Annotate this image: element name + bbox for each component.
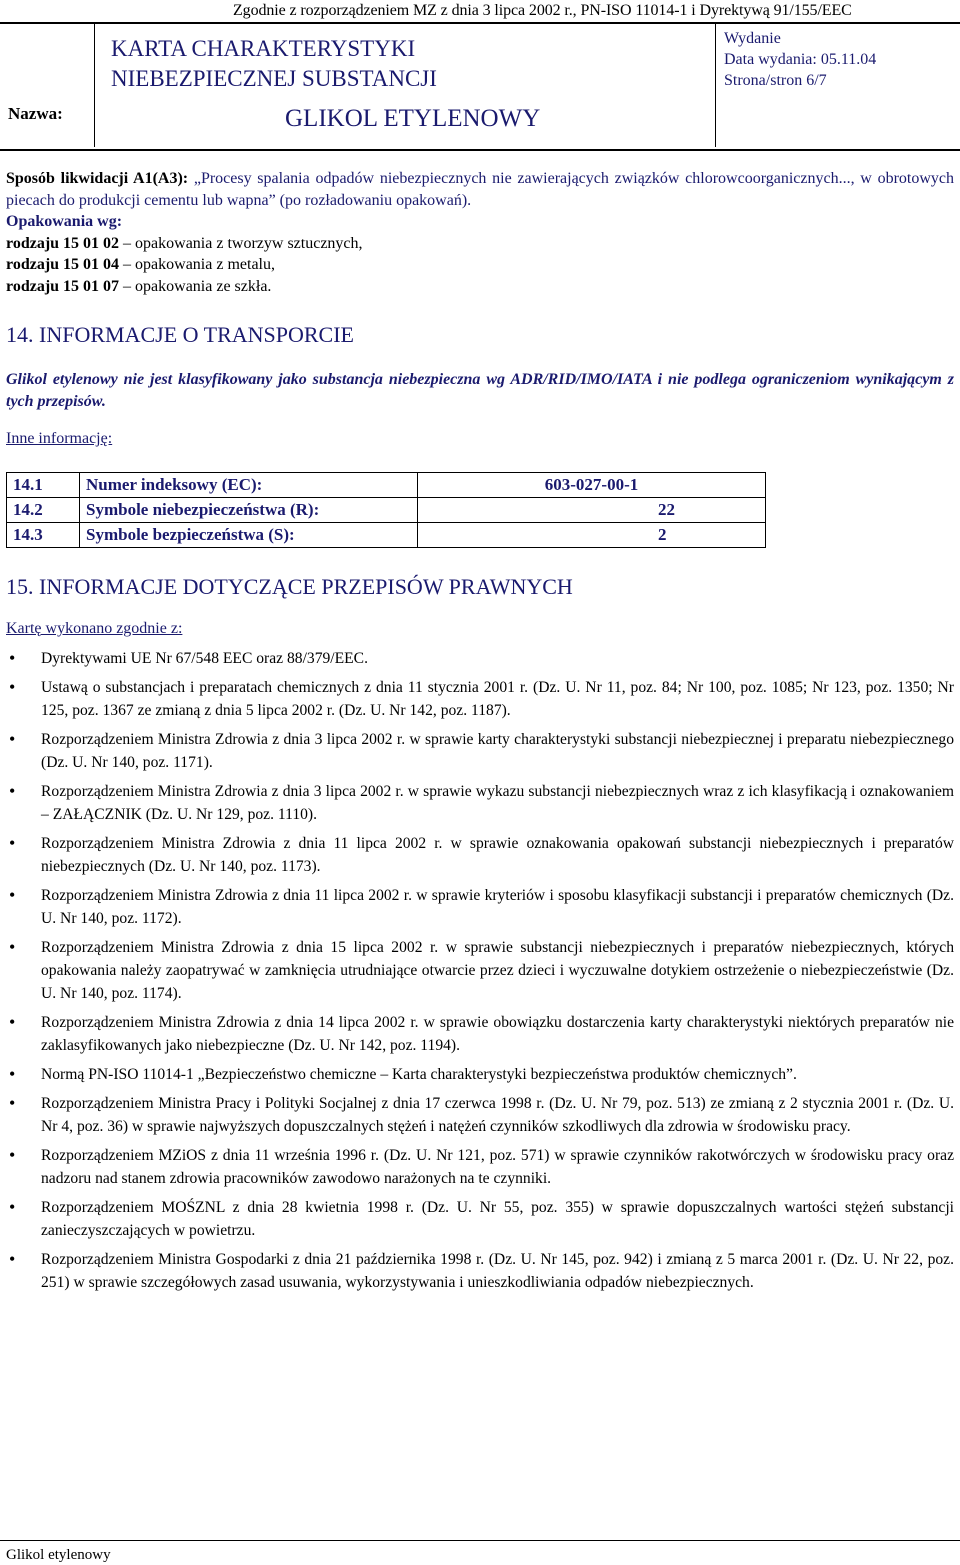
list-item: • Rozporządzeniem Ministra Zdrowia z dnia 3 lipca 2002 r. w sprawie wykazu substancji niebezpiecznych wraz z ich klasyfikacją i oznakowaniem – ZAŁĄCZNIK (Dz. U. Nr 129, poz. 1110). xyxy=(41,780,954,826)
packaging-item: rodzaju 15 01 07 – opakowania ze szkła. xyxy=(6,277,272,295)
list-item: • Rozporządzeniem MOŚZNL z dnia 28 kwietnia 1998 r. (Dz. U. Nr 55, poz. 355) w sprawie dopuszczalnych wartości stężeń substancji zanieczyszczających w powietrzu. xyxy=(41,1196,954,1242)
footer-product: Glikol etylenowy xyxy=(6,1547,111,1563)
edition-info xyxy=(724,24,876,91)
other-info-label: Inne informację: xyxy=(6,430,113,448)
document-header xyxy=(0,22,960,151)
list-item: • Rozporządzeniem Ministra Gospodarki z dnia 21 października 1998 r. (Dz. U. Nr 145, poz. 942) i zmianą z 5 marca 2001 r. (Dz. U. Nr 22, poz. 251) w sprawie szczegółowych zasad usuwania, wykorzystywania i unieszkodliwiania odpadów niebezpiecznych. xyxy=(41,1248,954,1294)
list-item: • Rozporządzeniem Ministra Zdrowia z dnia 11 lipca 2002 r. w sprawie kryteriów i sposobu klasyfikacji substancji i preparatów chemicznych (Dz. U. Nr 140, poz. 1172). xyxy=(41,884,954,930)
list-item: • Rozporządzeniem Ministra Zdrowia z dnia 11 lipca 2002 r. w sprawie oznakowania opakowań substancji niebezpiecznych i preparatów niebezpiecznych (Dz. U. Nr 140, poz. 1173). xyxy=(41,832,954,878)
list-item: • Dyrektywami UE Nr 67/548 EEC oraz 88/379/EEC. xyxy=(41,647,954,670)
table-row: 14.2 Symbole niebezpieczeństwa (R): 22 xyxy=(7,498,766,523)
packaging-title: Opakowania wg: xyxy=(6,213,123,231)
document-title xyxy=(111,34,437,94)
table-row: 14.3 Symbole bezpieczeństwa (S): 2 xyxy=(7,523,766,548)
regulation-line: Zgodnie z rozporządzeniem MZ z dnia 3 lipca 2002 r., PN-ISO 11014-1 i Dyrektywą 91/155/EEC xyxy=(233,2,852,19)
document-body xyxy=(6,168,954,1300)
disposal-text: „Procesy spalania odpadów niebezpiecznych nie zawierających związków chlorowcoorganicznych..., w obrotowych piecach do produkcji cementu lub wapna” (po rozładowaniu opakowań). xyxy=(6,170,954,209)
name-cell xyxy=(0,24,95,147)
list-item: • Rozporządzeniem Ministra Zdrowia z dnia 15 lipca 2002 r. w sprawie substancji niebezpiecznych i preparatów niebezpiecznych, których opakowania należy zaopatrywać w zamknięcia utrudniające otwarcie przez dzieci i wyczuwalne dotykiem ostrzeżenie o niebezpieczeństwie (Dz. U. Nr 140, poz. 1174). xyxy=(41,936,954,1005)
title-line-1: KARTA CHARAKTERYSTYKI xyxy=(111,36,416,61)
packaging-item: rodzaju 15 01 04 – opakowania z metalu, xyxy=(6,256,275,274)
title-line-2: NIEBEZPIECZNEJ SUBSTANCJI xyxy=(111,66,437,91)
section-15-title: 15. INFORMACJE DOTYCZĄCE PRZEPISÓW PRAWNYCH xyxy=(6,574,573,600)
edition-label: Wydanie xyxy=(724,30,781,47)
packaging-item: rodzaju 15 01 02 – opakowania z tworzyw sztucznych, xyxy=(6,234,363,252)
list-item: • Ustawą o substancjach i preparatach chemicznych z dnia 11 stycznia 2001 r. (Dz. U. Nr 11, poz. 84; Nr 100, poz. 1085; Nr 123, poz. 1350; Nr 125, poz. 1367 ze zmianą z dnia 5 lipca 2002 r. (Dz. U. Nr 142, poz. 1187). xyxy=(41,676,954,722)
compliance-subtitle: Kartę wykonano zgodnie z: xyxy=(6,619,183,637)
table-row: 14.1 Numer indeksowy (EC): 603-027-00-1 xyxy=(7,473,766,498)
list-item: • Rozporządzeniem Ministra Pracy i Polityki Socjalnej z dnia 17 czerwca 1998 r. (Dz. U. Nr 79, poz. 513) ze zmianą z 2 stycznia 2001 r. (Dz. U. Nr 4, poz. 36) w sprawie najwyższych dopuszczalnych stężeń i natężeń czynników szkodliwych dla zdrowia w środowisku pracy. xyxy=(41,1092,954,1138)
transport-text: Glikol etylenowy nie jest klasyfikowany jako substancja niebezpieczna wg ADR/RID/IMO/IATA i nie podlega ograniczeniom wynikającym z tych przepisów. xyxy=(6,371,954,410)
list-item: • Rozporządzeniem Ministra Zdrowia z dnia 14 lipca 2002 r. w sprawie obowiązku dostarczenia karty charakterystyki niektórych preparatów nie zaklasyfikowanych jako niebezpieczne (Dz. U. Nr 142, poz. 1194). xyxy=(41,1011,954,1057)
list-item: • Rozporządzeniem Ministra Zdrowia z dnia 3 lipca 2002 r. w sprawie karty charakterystyki substancji niebezpiecznej i preparatu niebezpiecznego (Dz. U. Nr 140, poz. 1171). xyxy=(41,728,954,774)
section-14-title: 14. INFORMACJE O TRANSPORCIE xyxy=(6,321,354,347)
footer-divider xyxy=(0,1540,960,1541)
transport-info-table xyxy=(6,472,766,548)
product-name: GLIKOL ETYLENOWY xyxy=(285,105,541,132)
disposal-paragraph xyxy=(6,168,954,211)
name-label: Nazwa: xyxy=(8,104,63,123)
disposal-label: Sposób likwidacji A1(A3): xyxy=(6,170,189,187)
list-item: • Normą PN-ISO 11014-1 „Bezpieczeństwo chemiczne – Karta charakterystyki bezpieczeństwa produktów chemicznych”. xyxy=(41,1063,954,1086)
page-number: Strona/stron 6/7 xyxy=(724,72,827,89)
regulation-list xyxy=(6,647,954,1294)
issue-date: Data wydania: 05.11.04 xyxy=(724,51,877,68)
list-item: • Rozporządzeniem MZiOS z dnia 11 września 1996 r. (Dz. U. Nr 121, poz. 571) w sprawie czynników rakotwórczych w środowisku pracy oraz nadzoru nad stanem zdrowia pracowników zawodowo narażonych na te czynniki. xyxy=(41,1144,954,1190)
